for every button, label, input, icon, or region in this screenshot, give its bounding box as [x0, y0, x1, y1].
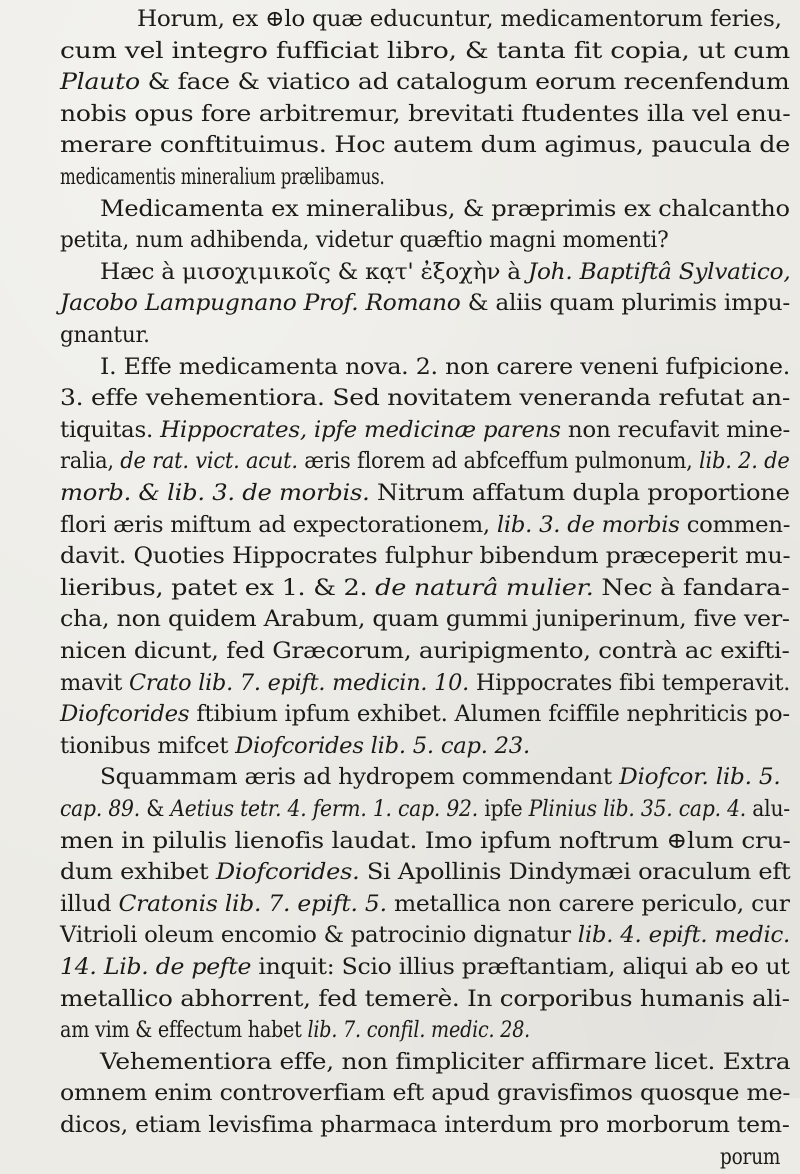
text-line [100, 760, 781, 794]
text-line [60, 476, 790, 510]
line-text: ftibium ipfum exhibet. Alumen fciffile nephriticis po- [189, 701, 790, 728]
italic-citation: Cratonis lib. 7. epift. 5. [118, 890, 387, 917]
line-text: illud [60, 890, 119, 917]
line-text: cha, non quidem Arabum, quam gummi juniperinum, five ver- [60, 606, 790, 633]
text-line [60, 571, 789, 605]
italic-citation: cap. 89. [60, 796, 140, 822]
text-line [60, 318, 150, 352]
text-line [60, 634, 790, 668]
line-text: tionibus mifcet [60, 732, 236, 759]
text-line [60, 160, 385, 194]
line-text: Horum, ex ⊕lo quæ educuntur, medicamentorum feries, [137, 6, 782, 32]
text-line [60, 65, 789, 99]
italic-citation: lib. 2. de [699, 448, 790, 475]
line-text: Hippocrates fibi temperavit. [468, 669, 791, 696]
text-line [60, 792, 790, 826]
text-line [60, 824, 791, 858]
text-line [60, 602, 790, 636]
line-text: men in pilulis lienofis laudat. Imo ipfum noftrum ⊕lum cru- [60, 827, 791, 854]
line-text: porum [720, 1143, 781, 1170]
text-line [60, 666, 790, 700]
text-line [60, 223, 668, 257]
line-text: metallica non carere periculo, cur [386, 890, 790, 917]
italic-citation: Crato lib. 7. epift. medicin. 10. [128, 669, 469, 696]
line-text: tiquitas. [60, 416, 161, 443]
italic-citation: Plinius lib. 35. cap. 4. [528, 796, 747, 822]
text-line [100, 255, 790, 289]
text-line [60, 508, 790, 542]
italic-citation: de naturâ mulier. [375, 574, 594, 601]
italic-citation: lib. 7. confil. medic. 28. [307, 1017, 531, 1044]
text-line [60, 97, 790, 131]
text-line [60, 982, 790, 1016]
line-text: Hæc à μισοχιμικοῖς & κα̣τ' ἐξοχὴν à [100, 258, 528, 285]
text-line [60, 539, 790, 573]
italic-citation: Aetius tetr. 4. ferm. 1. cap. 92. [170, 796, 478, 822]
line-text: petita, num adhibenda, videtur quæftio magni momenti? [60, 227, 669, 254]
italic-citation: Diofcorides. [215, 859, 360, 886]
italic-citation: Diofcor. lib. 5. [619, 764, 781, 791]
line-text: inquit: Scio illius præftantiam, aliqui ab eo ut [251, 954, 790, 980]
line-text: am vim & effectum habet [60, 1017, 308, 1044]
line-text: Vitrioli oleum encomio & patrocinio dignatur [60, 922, 578, 949]
line-text: Vehementiora effe, non fimpliciter affirmare licet. Extra [100, 1048, 791, 1075]
line-text: æris florem ad abfceffum pulmonum, [297, 448, 700, 475]
line-text: davit. Quoties Hippocrates fulphur bibendum præceperit mu- [60, 543, 791, 570]
line-text: Medicamenta ex mineralibus, & præprimis ex chalcantho [100, 195, 790, 222]
line-text: flori æris miftum ad expectorationem, [60, 511, 497, 538]
line-text: dicos, etiam levisfima pharmaca interdum pro morborum tem- [60, 1112, 790, 1138]
text-line [60, 729, 530, 763]
italic-citation: Hippocrates, ipfe medicinæ parens [160, 416, 561, 443]
text-line [60, 918, 790, 952]
text-line [60, 286, 790, 320]
line-text: I. Effe medicamenta nova. 2. non carere veneni fufpicione. [100, 353, 791, 380]
text-line [60, 34, 790, 68]
italic-citation: morb. & lib. 3. de morbis. [60, 480, 370, 506]
line-text: commen- [679, 511, 791, 538]
line-text: metallico abhorrent, fed temerè. In corporibus humanis ali- [60, 985, 790, 1012]
text-line [60, 697, 790, 731]
line-text: Squammam æris ad hydropem commendant [100, 764, 620, 791]
italic-citation: lib. 3. de morbis [496, 511, 680, 538]
line-text: ralia, [60, 448, 121, 475]
line-text: alu- [746, 796, 790, 822]
line-text: & aliis quam plurimis impu- [460, 290, 790, 317]
italic-citation: Diofcorides lib. 5. cap. 23. [235, 732, 530, 759]
text-line [60, 1108, 790, 1142]
text-line [100, 1045, 790, 1079]
text-line [60, 887, 790, 921]
text-line [137, 2, 782, 36]
text-line [60, 444, 790, 478]
text-line [60, 413, 790, 447]
line-text: lieribus, patet ex 1. & 2. [60, 574, 376, 601]
italic-citation: Diofcorides [60, 701, 190, 728]
italic-citation: 14. Lib. de pefte [60, 954, 252, 980]
italic-citation: Jacobo Lampugnano Prof. Romano [60, 290, 461, 317]
text-line [60, 1076, 790, 1110]
line-text: Nec à fandara- [593, 574, 790, 601]
line-text: medicamentis mineralium prælibamus. [60, 164, 385, 190]
line-text: gnantur. [60, 322, 150, 348]
text-line [100, 350, 790, 384]
line-text: mavit [60, 669, 129, 696]
line-text: merare conftituimus. Hoc autem dum agimus, paucula de [60, 132, 791, 159]
line-text: omnem enim controverfiam eft apud gravisfimos quosque me- [60, 1080, 791, 1107]
line-text: ipfe [477, 796, 529, 822]
line-text: dum exhibet [60, 859, 216, 886]
italic-citation: Joh. Baptiftâ Sylvatico, [527, 258, 791, 285]
line-text: Nitrum affatum dupla proportione [369, 480, 790, 506]
line-text: & face & viatico ad catalogum eorum recenfendum [139, 69, 790, 96]
italic-citation: Plauto [60, 69, 140, 96]
italic-citation: de rat. vict. acut. [120, 448, 298, 475]
line-text: Si Apollinis Dindymæi oraculum eft [359, 859, 791, 886]
text-line [60, 855, 790, 889]
line-text: 3. effe vehementiora. Sed novitatem veneranda refutat an- [60, 385, 791, 412]
line-text: nicen dicunt, fed Græcorum, auripigmento, contrà ac exifti- [60, 638, 790, 664]
line-text: nobis opus fore arbitremur, brevitati ftudentes illa vel enu- [60, 100, 791, 127]
text-line [100, 192, 790, 226]
italic-citation: lib. 4. epift. medic. [577, 922, 791, 949]
text-line [720, 1140, 780, 1174]
text-line [60, 1013, 530, 1047]
text-line [60, 128, 790, 162]
line-text: non recufavit mine- [560, 416, 791, 443]
text-line [60, 950, 790, 984]
line-text: cum vel integro fufficiat libro, & tanta fit copia, ut cum [60, 37, 790, 64]
line-text: & [139, 796, 171, 822]
text-line [60, 381, 790, 415]
